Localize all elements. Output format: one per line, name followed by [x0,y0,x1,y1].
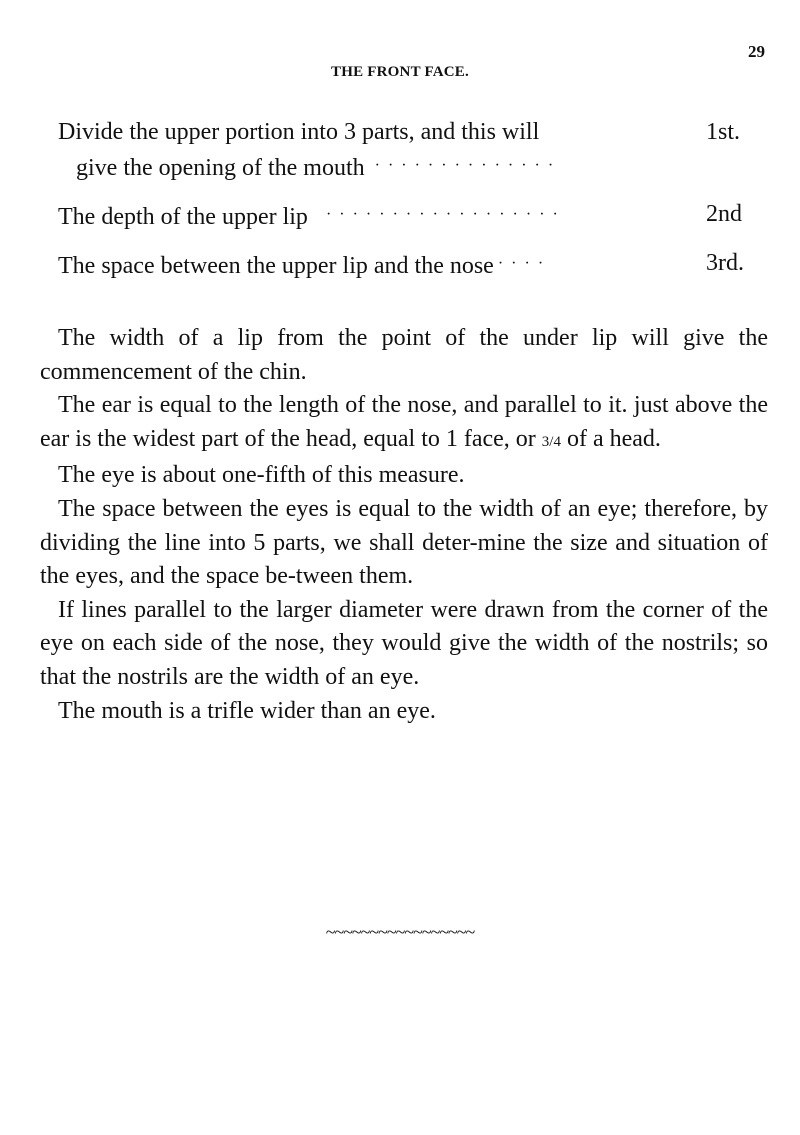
division-line-text: The space between the upper lip and the nose [58,253,494,279]
dot-leader: · · · · · · · · · · · · · · [374,157,556,174]
division-text [58,198,658,234]
division-ordinal: 3rd. [706,250,744,276]
running-head: THE FRONT FACE. [331,64,469,80]
division-line-with-leader [58,198,658,234]
paragraph-ear [40,389,768,459]
dot-leader: · · · · · · · · · · · · · · · · · · [325,206,560,223]
division-row-2 [58,198,758,234]
body-text [40,322,768,728]
division-text [58,116,658,185]
fraction-three-quarters: 3/4 [541,433,561,450]
division-ordinal: 1st. [706,119,741,145]
dot-leader: · · · · [497,255,546,272]
division-text [58,247,658,283]
division-line-text: The depth of the upper lip [58,204,308,230]
division-row-3 [58,247,758,283]
division-row-1 [58,116,758,185]
paragraph-ear-end: of a head. [560,425,661,452]
division-ordinal: 2nd [706,201,742,227]
paragraph-ear-text: The ear is equal to the length of the nose, and parallel to it. just above the ear is the widest part of the head, equal to 1 face, or [40,392,768,452]
division-line-continued [58,149,658,185]
division-line-text: give the opening of the mouth [76,155,365,181]
division-line: Divide the upper portion into 3 parts, and this will [58,119,540,145]
page-number: 29 [748,42,765,61]
paragraph-nostrils: If lines parallel to the larger diameter were drawn from the corner of the eye on each side of the nose, they would give the width of the nostrils; so that the nostrils are the width of an eye. [40,596,768,690]
ornament-divider: ~~~~~~~~~~~~~~~~~ [325,922,475,942]
paragraph-mouth: The mouth is a trifle wider than an eye. [58,697,436,724]
paragraph-eye-measure: The eye is about one-fifth of this measure. [58,462,465,489]
paragraph-eye-spacing: The space between the eyes is equal to the width of an eye; therefore, by dividing the line into 5 parts, we shall deter-mine the size and situation of the eyes, and the space be-tween them. [40,495,768,590]
paragraph-lip-chin: The width of a lip from the point of the under lip will give the commencement of the chin. [40,325,768,385]
division-line-with-leader [58,247,658,283]
division-list [58,116,758,296]
